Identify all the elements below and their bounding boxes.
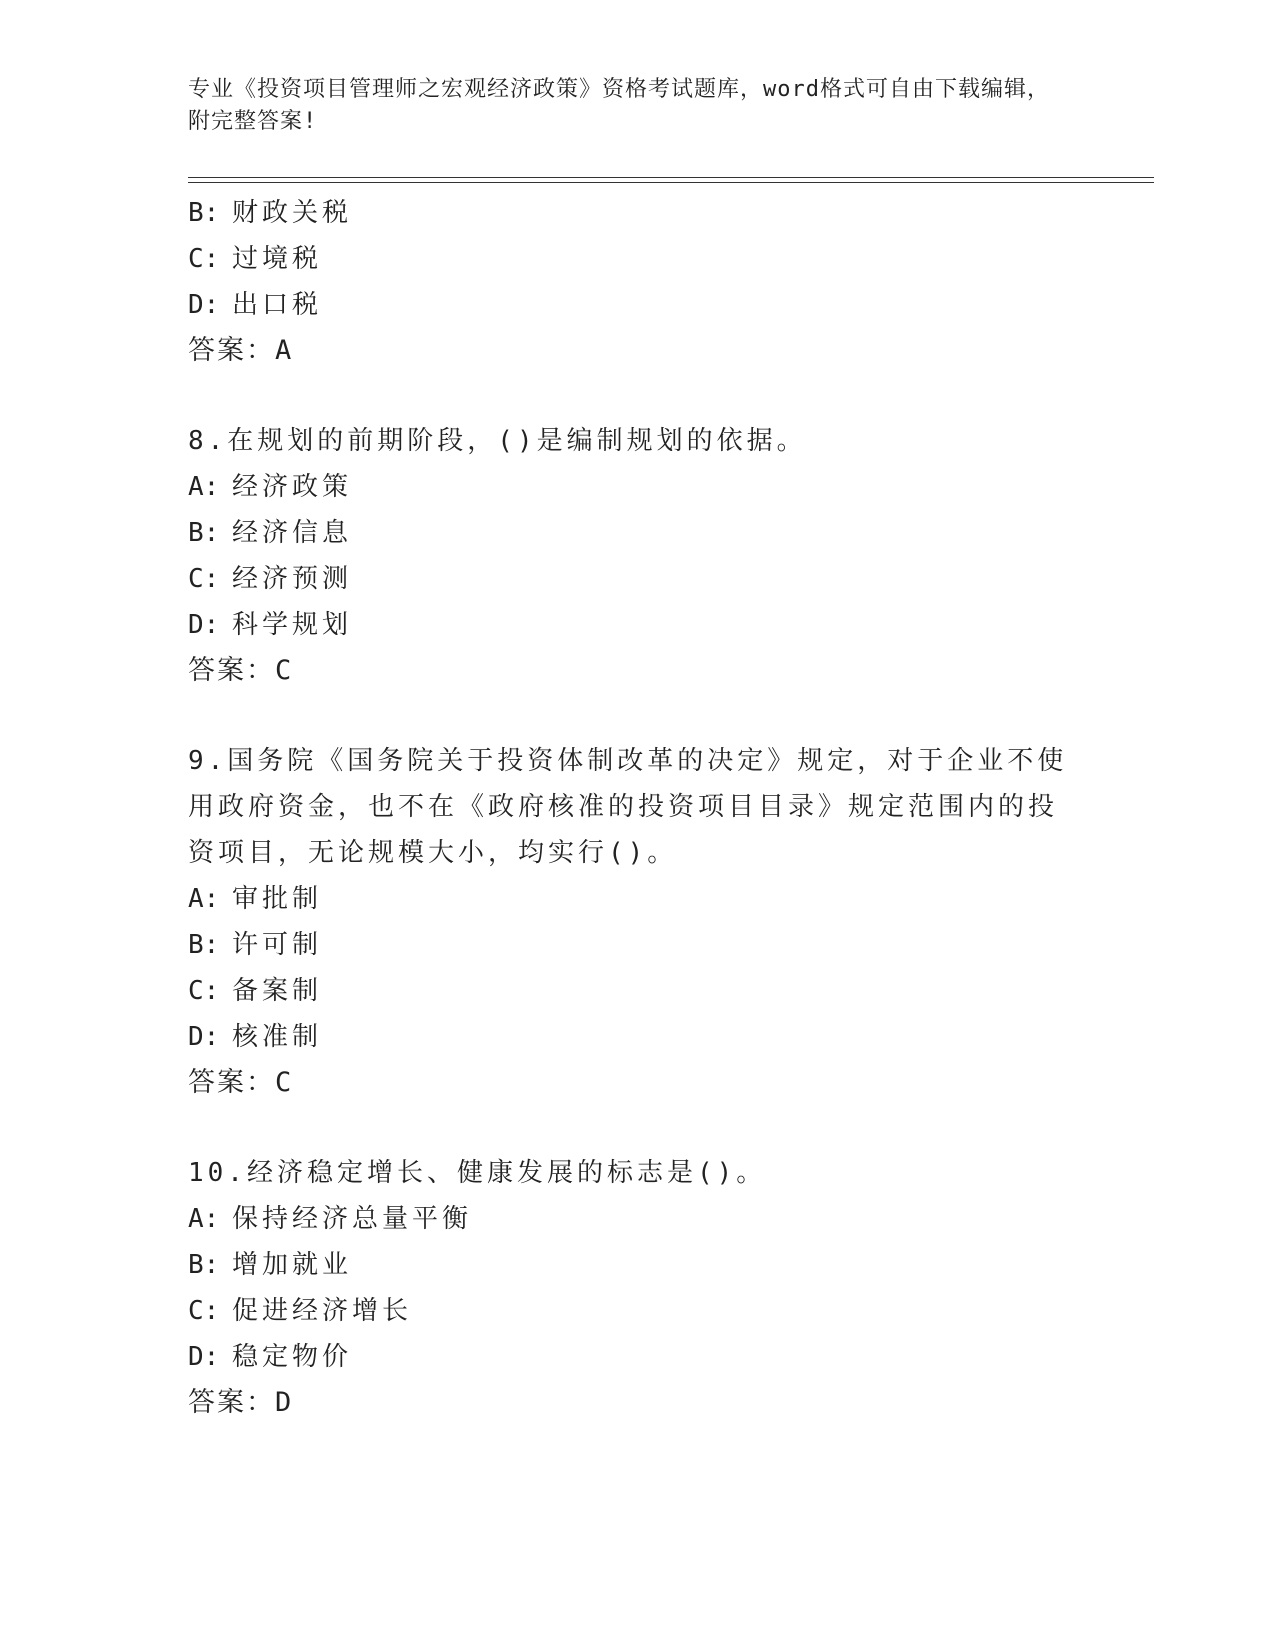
document-content [188,190,1068,1426]
option-b: B: 经济信息 [188,518,353,548]
header-divider-top [188,177,1154,178]
option-d: D: 稳定物价 [188,1342,353,1372]
question-stem: 10.经济稳定增长、健康发展的标志是()。 [188,1158,767,1188]
option-c: C: 过境税 [188,244,323,274]
option-c: C: 促进经济增长 [188,1296,413,1326]
option-a: A: 审批制 [188,884,323,914]
answer-line: 答案：A [188,335,294,366]
option-a: A: 保持经济总量平衡 [188,1204,473,1234]
header-divider-bottom [188,182,1154,183]
option-b: B: 增加就业 [188,1250,353,1280]
option-d: D: 科学规划 [188,610,353,640]
option-a: A: 经济政策 [188,472,353,502]
option-d: D: 出口税 [188,290,323,320]
question-10 [188,1150,1068,1426]
option-c: C: 备案制 [188,976,323,1006]
option-c: C: 经济预测 [188,564,353,594]
page-header: 专业《投资项目管理师之宏观经济政策》资格考试题库，word格式可自由下载编辑，附完整答案! [188,77,1050,134]
option-b: B: 许可制 [188,930,323,960]
option-b: B: 财政关税 [188,198,353,228]
question-stem: 9.国务院《国务院关于投资体制改革的决定》规定，对于企业不使用政府资金，也不在《政府核准的投资项目目录》规定范围内的投资项目，无论规模大小，均实行()。 [188,746,1068,868]
question-stem: 8.在规划的前期阶段，()是编制规划的依据。 [188,426,807,456]
question-7-continued [188,190,1068,374]
question-9 [188,738,1068,1106]
option-d: D: 核准制 [188,1022,323,1052]
answer-line: 答案：D [188,1387,294,1418]
answer-line: 答案：C [188,655,294,686]
answer-line: 答案：C [188,1067,294,1098]
question-8 [188,418,1068,694]
